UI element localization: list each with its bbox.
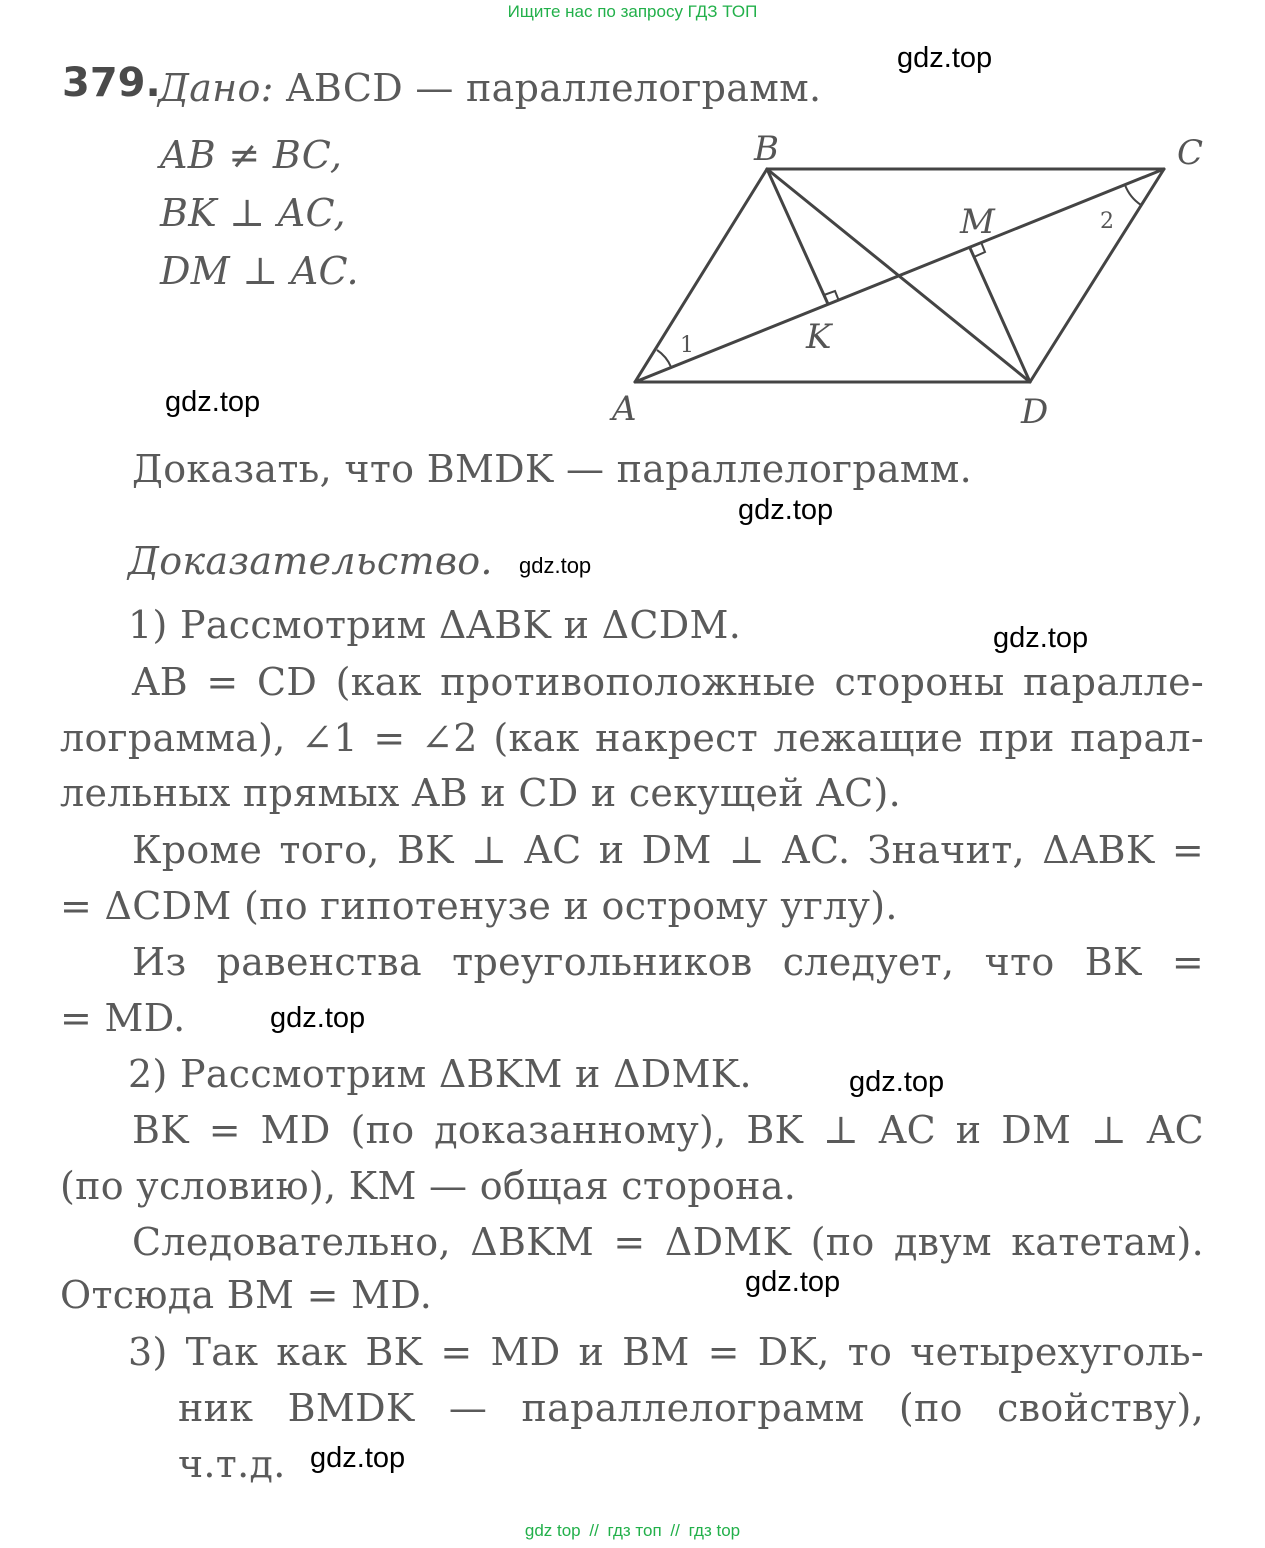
condition-3: DM ⊥ AC. xyxy=(160,249,359,293)
watermark: gdz.top xyxy=(270,1002,366,1034)
proof-line: 3) Так как BK = MD и BM = DK, то четырехуголь- xyxy=(128,1330,1204,1374)
proof-line: лограмма), ∠1 = ∠2 (как накрест лежащие при парал- xyxy=(60,716,1204,760)
label-c: C xyxy=(1177,133,1204,173)
footer-link[interactable]: гдз top xyxy=(688,1521,741,1540)
proof-line: = MD. xyxy=(60,996,186,1040)
given-line xyxy=(158,66,821,110)
prove-statement: Доказать, что BMDK — параллелограмм. xyxy=(132,447,973,491)
watermark: gdz.top xyxy=(519,553,592,578)
given-label: Дано: xyxy=(158,66,274,110)
label-d: D xyxy=(1021,392,1049,432)
given-main: ABCD — параллелограмм. xyxy=(286,66,822,110)
watermark: gdz.top xyxy=(993,622,1089,654)
label-k: K xyxy=(806,317,832,357)
proof-line: Из равенства треугольников следует, что BK = xyxy=(132,940,1204,984)
proof-line: Кроме того, BK ⊥ AC и DM ⊥ AC. Значит, ΔABK = xyxy=(132,828,1204,872)
label-angle-1: 1 xyxy=(680,333,694,358)
proof-line: BK = MD (по доказанному), BK ⊥ AC и DM ⊥ AC xyxy=(132,1108,1204,1152)
side-ab xyxy=(635,169,767,382)
angle-2-arc xyxy=(1125,185,1141,205)
watermark: gdz.top xyxy=(165,386,261,418)
proof-line: (по условию), KM — общая сторона. xyxy=(60,1164,797,1208)
footer-link[interactable]: gdz top xyxy=(524,1521,581,1540)
proof-line: Отсюда BM = MD. xyxy=(60,1273,433,1317)
proof-line: ник BMDK — параллелограмм (по свойству), xyxy=(178,1386,1204,1430)
problem-number: 379. xyxy=(62,60,161,106)
label-angle-2: 2 xyxy=(1100,209,1114,234)
proof-heading: Доказательство. xyxy=(128,539,493,583)
watermark: gdz.top xyxy=(745,1266,841,1298)
watermark: gdz.top xyxy=(897,42,993,74)
label-a: A xyxy=(612,389,637,429)
footer-link[interactable]: гдз топ xyxy=(607,1521,662,1540)
proof-line: лельных прямых AB и CD и секущей AC). xyxy=(60,771,901,815)
condition-1: AB ≠ BC, xyxy=(160,133,343,177)
condition-2: BK ⊥ AC, xyxy=(160,191,346,235)
segment-dm xyxy=(970,248,1030,382)
footer-links xyxy=(0,1521,1265,1541)
proof-line: Следовательно, ΔBKM = ΔDMK (по двум катетам). xyxy=(132,1220,1204,1264)
proof-line: 2) Рассмотрим ΔBKM и ΔDMK. xyxy=(128,1052,752,1096)
angle-1-arc xyxy=(657,350,671,367)
parallelogram-figure xyxy=(590,120,1250,440)
proof-line: = ΔCDM (по гипотенузе и острому углу). xyxy=(60,884,898,928)
top-banner[interactable]: Ищите нас по запросу ГДЗ ТОП xyxy=(507,2,758,21)
segment-bk xyxy=(767,169,828,304)
watermark: gdz.top xyxy=(738,494,834,526)
side-cd xyxy=(1030,169,1164,382)
label-m: M xyxy=(960,202,995,242)
watermark: gdz.top xyxy=(849,1066,945,1098)
proof-line: ч.т.д. xyxy=(178,1442,286,1486)
proof-line: AB = CD (как противоположные стороны паралле- xyxy=(132,660,1204,704)
footer-separator: // xyxy=(589,1521,599,1540)
proof-line: 1) Рассмотрим ΔABK и ΔCDM. xyxy=(128,603,742,647)
label-b: B xyxy=(754,129,779,169)
footer-separator: // xyxy=(670,1521,680,1540)
watermark: gdz.top xyxy=(310,1442,406,1474)
